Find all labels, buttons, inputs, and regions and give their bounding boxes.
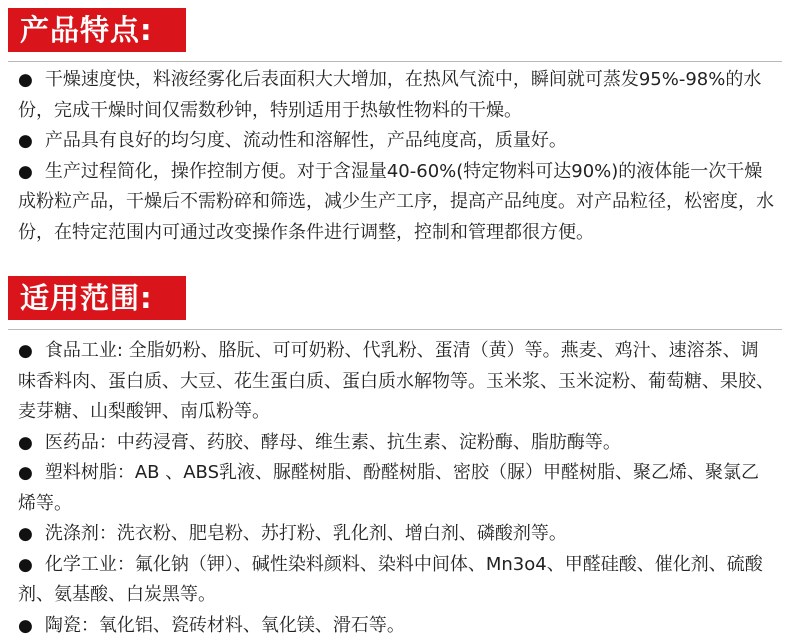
bullet-icon: ● bbox=[18, 161, 33, 182]
features-heading: 产品特点: bbox=[8, 8, 186, 52]
bullet-icon: ● bbox=[18, 432, 33, 453]
application-text: 医药品：中药浸膏、药胶、酵母、维生素、抗生素、淀粉酶、脂肪酶等。 bbox=[44, 431, 621, 453]
application-text: 洗涤剂：洗衣粉、肥皂粉、苏打粉、乳化剂、增白剂、磷酸剂等。 bbox=[44, 523, 567, 544]
applications-list bbox=[18, 336, 776, 641]
list-item bbox=[18, 550, 776, 611]
bullet-icon: ● bbox=[18, 615, 33, 636]
list-item bbox=[18, 458, 776, 519]
bullet-icon: ● bbox=[18, 554, 33, 575]
list-item bbox=[18, 65, 776, 126]
features-list bbox=[18, 65, 776, 248]
feature-text: 生产过程简化，操作控制方便。对于含湿量40-60%(特定物料可达90%)的液体能一次干燥成粉粒产品，干燥后不需粉碎和筛选，减少生产工序，提高产品纯度。对产品粒径，松密度，水份，在特定范围内可通过改变操作条件进行调整，控制和管理都很方便。 bbox=[18, 160, 774, 243]
bullet-icon: ● bbox=[18, 341, 33, 361]
bullet-icon: ● bbox=[18, 463, 33, 483]
bullet-icon: ● bbox=[18, 524, 33, 544]
features-divider bbox=[8, 61, 782, 62]
list-item bbox=[18, 157, 776, 249]
application-text: 食品工业: 全脂奶粉、胳朊、可可奶粉、代乳粉、蛋清（黄）等。燕麦、鸡汁、速溶茶、调味香料肉、蛋白质、大豆、花生蛋白质、蛋白质水解物等。玉米浆、玉米淀粉、葡萄糖、果胶、麦芽糖、山梨酸钾、南瓜粉等。 bbox=[18, 340, 774, 422]
bullet-icon: ● bbox=[18, 70, 33, 90]
feature-text: 干燥速度快，料液经雾化后表面积大大增加，在热风气流中，瞬间就可蒸发95%-98%的水份，完成干燥时间仅需数秒钟，特别适用于热敏性物料的干燥。 bbox=[18, 69, 762, 121]
list-item bbox=[18, 336, 776, 428]
list-item bbox=[18, 611, 776, 642]
application-text: 塑料树脂：AB 、ABS乳液、脲醛树脂、酚醛树脂、密胶（脲）甲醛树脂、聚乙烯、聚氯乙烯等。 bbox=[18, 462, 759, 514]
list-item bbox=[18, 519, 776, 550]
application-text: 化学工业：氟化钠（钾）、碱性染料颜料、染料中间体、Mn3o4、甲醛硅酸、催化剂、硫酸剂、氨基酸、白炭黑等。 bbox=[18, 553, 763, 605]
application-text: 陶瓷：氧化铝、瓷砖材料、氧化镁、滑石等。 bbox=[44, 614, 405, 636]
feature-text: 产品具有良好的均匀度、流动性和溶解性，产品纯度高，质量好。 bbox=[44, 130, 567, 151]
list-item bbox=[18, 126, 776, 157]
bullet-icon: ● bbox=[18, 131, 33, 151]
list-item bbox=[18, 428, 776, 459]
applications-divider bbox=[8, 329, 782, 330]
applications-heading: 适用范围: bbox=[8, 276, 186, 320]
